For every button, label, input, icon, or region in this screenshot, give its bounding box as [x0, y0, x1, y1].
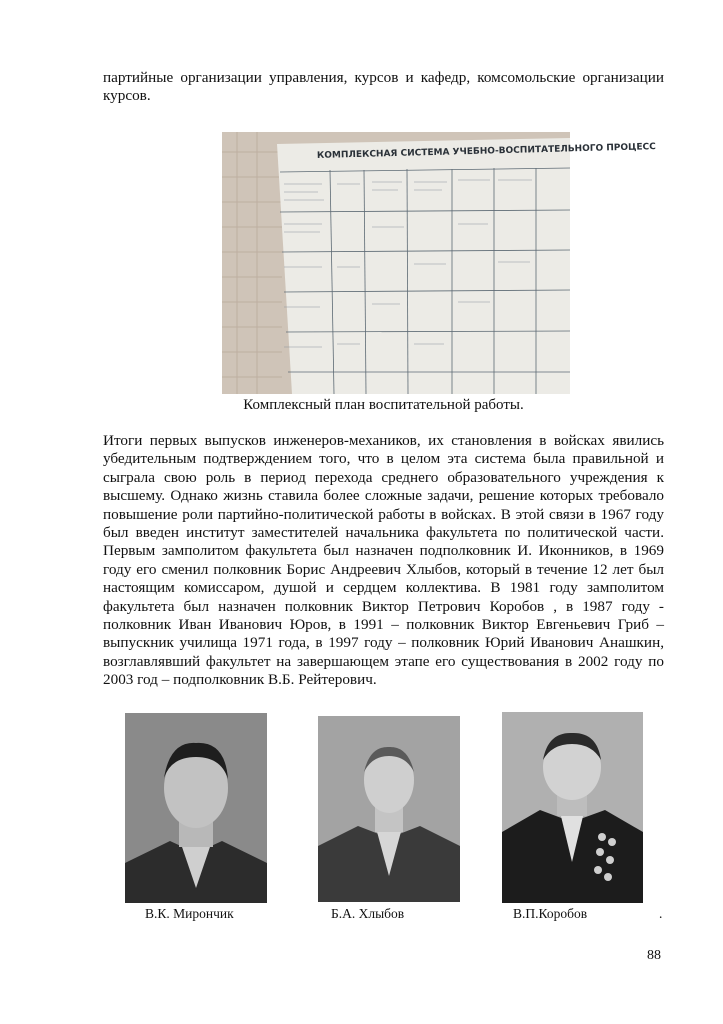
portrait-caption: Б.А. Хлыбов — [331, 906, 405, 921]
portrait-drawing — [502, 712, 643, 903]
portrait-caption: В.К. Мирончик — [145, 906, 234, 921]
page-number: 88 — [647, 948, 661, 963]
main-paragraph: Итоги первых выпусков инженеров-механиков, их становления в войсках явились убедительным подтверждением того, что в целом эта система была правильной и сыграла свою роль в период перехода среднего образовательного учреждения к высшему. Однако жизнь ставила более сложные задачи, решение которых требовало повышение роли партийно-политической работы в войсках. В этой связи в 1967 году был введен институт заместителей начальника факультета по политической части. Первым замполитом факультета был назначен подполковник И. Иконников, в 1969 году его сменил полковник Борис Андреевич Хлыбов, который в течение 12 лет был настоящим комиссаром, душой и сердцем коллектива. В 1981 году замполитом факультета был назначен полковник Виктор Петрович Коробов , в 1987 году - полковник Иван Иванович Юров, в 1991 – полковник Виктор Евгеньевич Гриб – выпускник училища 1971 года, в 1997 году – полковник Юрий Иванович Анашкин, возглавлявший факультет на завершающем этапе его существования в 2002 году по 2003 год – подполковник В.Б. Рейтерович. — [103, 432, 664, 689]
plan-photo-drawing — [222, 132, 656, 394]
plan-photo — [222, 132, 656, 394]
portrait-photo — [318, 716, 460, 902]
plan-table-heading: КОМПЛЕКСНАЯ СИСТЕМА УЧЕБНО-ВОСПИТАТЕЛЬНОГО ПРОЦЕСС — [316, 142, 656, 161]
portrait-drawing — [125, 713, 267, 903]
intro-paragraph: партийные организации управления, курсов и кафедр, комсомольские организации курсов. — [103, 69, 664, 105]
portrait-photo — [125, 713, 267, 903]
portrait-caption: В.П.Коробов — [513, 906, 588, 921]
trailing-mark: . — [659, 906, 663, 921]
portrait-photo — [502, 712, 643, 903]
portrait-drawing — [318, 716, 460, 902]
plan-caption: Комплексный план воспитательной работы. — [243, 397, 524, 413]
